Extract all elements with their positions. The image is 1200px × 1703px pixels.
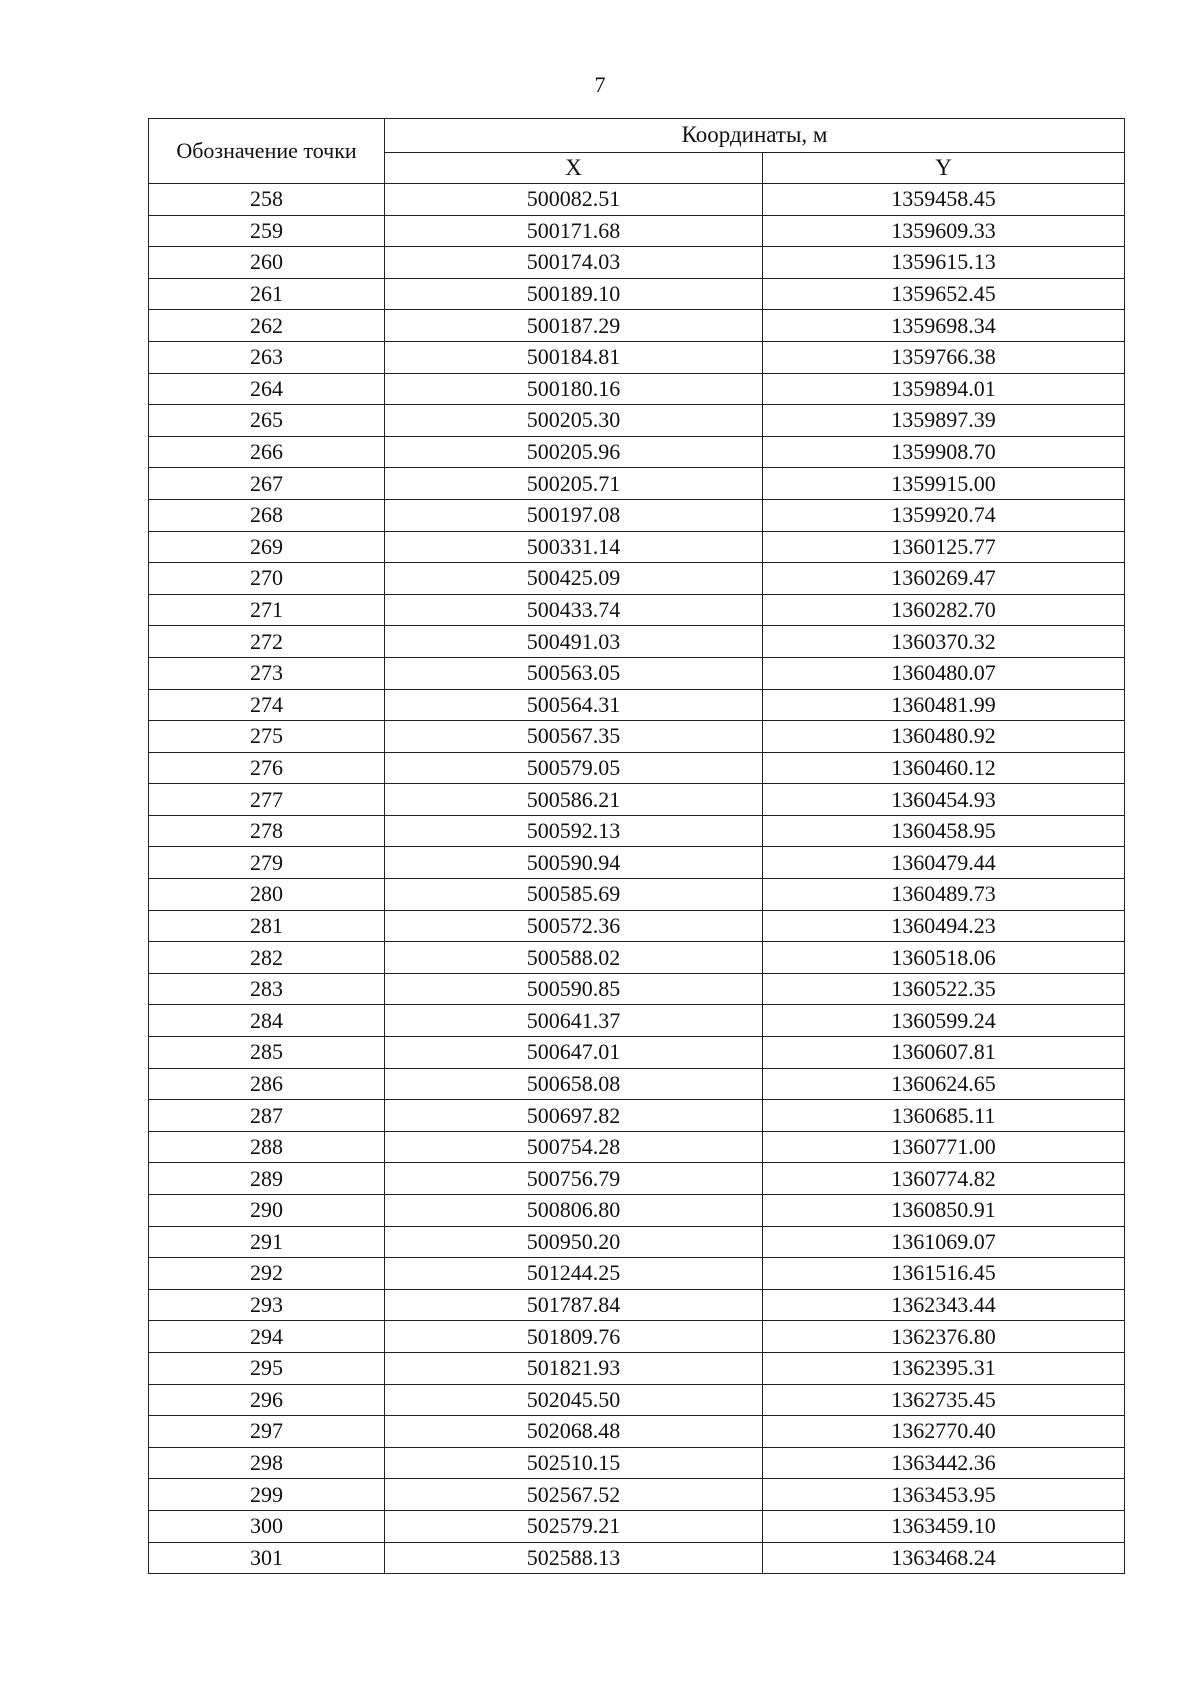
table-row bbox=[149, 468, 1125, 500]
x-coordinate-cell: 500187.29 bbox=[385, 310, 763, 342]
y-coordinate-cell: 1360282.70 bbox=[763, 594, 1125, 626]
table-row bbox=[149, 1447, 1125, 1479]
x-coordinate-cell: 502068.48 bbox=[385, 1416, 763, 1448]
table-row bbox=[149, 1384, 1125, 1416]
point-id-cell: 281 bbox=[149, 910, 385, 942]
table-row bbox=[149, 879, 1125, 911]
y-coordinate-cell: 1362376.80 bbox=[763, 1321, 1125, 1353]
point-id-cell: 274 bbox=[149, 689, 385, 721]
point-id-cell: 272 bbox=[149, 626, 385, 658]
table-row bbox=[149, 752, 1125, 784]
x-coordinate-cell: 500658.08 bbox=[385, 1068, 763, 1100]
table-row bbox=[149, 1321, 1125, 1353]
point-id-cell: 299 bbox=[149, 1479, 385, 1511]
x-coordinate-cell: 500184.81 bbox=[385, 341, 763, 373]
table-row bbox=[149, 215, 1125, 247]
y-coordinate-cell: 1359920.74 bbox=[763, 499, 1125, 531]
coordinates-header: Координаты, м bbox=[385, 119, 1125, 153]
table-row bbox=[149, 1163, 1125, 1195]
x-coordinate-cell: 500590.94 bbox=[385, 847, 763, 879]
point-id-cell: 297 bbox=[149, 1416, 385, 1448]
y-coordinate-cell: 1360269.47 bbox=[763, 563, 1125, 595]
x-coordinate-cell: 500082.51 bbox=[385, 184, 763, 216]
point-id-cell: 259 bbox=[149, 215, 385, 247]
x-coordinate-cell: 500950.20 bbox=[385, 1226, 763, 1258]
x-coordinate-cell: 502510.15 bbox=[385, 1447, 763, 1479]
table-row bbox=[149, 563, 1125, 595]
y-coordinate-cell: 1359894.01 bbox=[763, 373, 1125, 405]
point-id-cell: 263 bbox=[149, 341, 385, 373]
x-coordinate-cell: 500579.05 bbox=[385, 752, 763, 784]
x-coordinate-cell: 500197.08 bbox=[385, 499, 763, 531]
y-coordinate-cell: 1360454.93 bbox=[763, 784, 1125, 816]
table-row bbox=[149, 247, 1125, 279]
table-row bbox=[149, 1068, 1125, 1100]
y-coordinate-cell: 1360599.24 bbox=[763, 1005, 1125, 1037]
x-coordinate-cell: 500433.74 bbox=[385, 594, 763, 626]
y-coordinate-cell: 1362735.45 bbox=[763, 1384, 1125, 1416]
point-id-cell: 258 bbox=[149, 184, 385, 216]
coordinates-table bbox=[148, 118, 1125, 1574]
y-coordinate-cell: 1360489.73 bbox=[763, 879, 1125, 911]
table-row bbox=[149, 1479, 1125, 1511]
y-coordinate-cell: 1360518.06 bbox=[763, 942, 1125, 974]
x-coordinate-cell: 500697.82 bbox=[385, 1100, 763, 1132]
table-row bbox=[149, 184, 1125, 216]
point-id-cell: 269 bbox=[149, 531, 385, 563]
point-id-cell: 264 bbox=[149, 373, 385, 405]
y-coordinate-cell: 1363459.10 bbox=[763, 1510, 1125, 1542]
table-body bbox=[149, 184, 1125, 1574]
point-id-cell: 294 bbox=[149, 1321, 385, 1353]
table-row bbox=[149, 594, 1125, 626]
x-coordinate-cell: 500425.09 bbox=[385, 563, 763, 595]
y-coordinate-cell: 1360850.91 bbox=[763, 1195, 1125, 1227]
point-id-cell: 301 bbox=[149, 1542, 385, 1574]
x-coordinate-cell: 500585.69 bbox=[385, 879, 763, 911]
x-coordinate-cell: 500205.30 bbox=[385, 405, 763, 437]
point-id-cell: 266 bbox=[149, 436, 385, 468]
y-coordinate-cell: 1360460.12 bbox=[763, 752, 1125, 784]
table-row bbox=[149, 1542, 1125, 1574]
table-row bbox=[149, 689, 1125, 721]
point-id-cell: 293 bbox=[149, 1289, 385, 1321]
y-coordinate-cell: 1359458.45 bbox=[763, 184, 1125, 216]
point-id-cell: 284 bbox=[149, 1005, 385, 1037]
y-coordinate-cell: 1359897.39 bbox=[763, 405, 1125, 437]
point-id-cell: 261 bbox=[149, 278, 385, 310]
point-id-cell: 296 bbox=[149, 1384, 385, 1416]
x-coordinate-cell: 500592.13 bbox=[385, 815, 763, 847]
x-coordinate-cell: 500205.96 bbox=[385, 436, 763, 468]
x-coordinate-cell: 500590.85 bbox=[385, 973, 763, 1005]
x-coordinate-cell: 500647.01 bbox=[385, 1037, 763, 1069]
point-id-cell: 282 bbox=[149, 942, 385, 974]
table-row bbox=[149, 910, 1125, 942]
point-id-cell: 291 bbox=[149, 1226, 385, 1258]
x-coordinate-cell: 500572.36 bbox=[385, 910, 763, 942]
table-row bbox=[149, 1258, 1125, 1290]
y-coordinate-cell: 1359915.00 bbox=[763, 468, 1125, 500]
table-row bbox=[149, 1131, 1125, 1163]
x-coordinate-cell: 500563.05 bbox=[385, 657, 763, 689]
table-row bbox=[149, 973, 1125, 1005]
point-id-cell: 295 bbox=[149, 1352, 385, 1384]
x-coordinate-cell: 501787.84 bbox=[385, 1289, 763, 1321]
x-coordinate-cell: 500586.21 bbox=[385, 784, 763, 816]
x-coordinate-cell: 500754.28 bbox=[385, 1131, 763, 1163]
table-row bbox=[149, 1352, 1125, 1384]
point-id-cell: 289 bbox=[149, 1163, 385, 1195]
point-id-cell: 286 bbox=[149, 1068, 385, 1100]
x-coordinate-cell: 500588.02 bbox=[385, 942, 763, 974]
point-id-cell: 276 bbox=[149, 752, 385, 784]
y-coordinate-cell: 1361516.45 bbox=[763, 1258, 1125, 1290]
table-row bbox=[149, 499, 1125, 531]
y-coordinate-cell: 1359652.45 bbox=[763, 278, 1125, 310]
table-row bbox=[149, 721, 1125, 753]
point-id-cell: 275 bbox=[149, 721, 385, 753]
x-coordinate-cell: 500806.80 bbox=[385, 1195, 763, 1227]
y-coordinate-cell: 1359609.33 bbox=[763, 215, 1125, 247]
table-row bbox=[149, 341, 1125, 373]
y-coordinate-cell: 1359908.70 bbox=[763, 436, 1125, 468]
point-id-cell: 262 bbox=[149, 310, 385, 342]
x-coordinate-cell: 501809.76 bbox=[385, 1321, 763, 1353]
point-id-cell: 287 bbox=[149, 1100, 385, 1132]
table-row bbox=[149, 373, 1125, 405]
table-row bbox=[149, 1289, 1125, 1321]
table-header-row bbox=[149, 119, 1125, 153]
x-column-header: X bbox=[385, 152, 763, 183]
table-row bbox=[149, 815, 1125, 847]
y-coordinate-cell: 1360607.81 bbox=[763, 1037, 1125, 1069]
y-coordinate-cell: 1362343.44 bbox=[763, 1289, 1125, 1321]
y-coordinate-cell: 1360774.82 bbox=[763, 1163, 1125, 1195]
point-id-cell: 300 bbox=[149, 1510, 385, 1542]
point-id-cell: 260 bbox=[149, 247, 385, 279]
table-row bbox=[149, 626, 1125, 658]
point-id-cell: 298 bbox=[149, 1447, 385, 1479]
x-coordinate-cell: 500174.03 bbox=[385, 247, 763, 279]
y-coordinate-cell: 1359698.34 bbox=[763, 310, 1125, 342]
y-coordinate-cell: 1360624.65 bbox=[763, 1068, 1125, 1100]
y-coordinate-cell: 1360771.00 bbox=[763, 1131, 1125, 1163]
y-coordinate-cell: 1360480.07 bbox=[763, 657, 1125, 689]
y-coordinate-cell: 1359615.13 bbox=[763, 247, 1125, 279]
point-id-cell: 265 bbox=[149, 405, 385, 437]
point-id-cell: 290 bbox=[149, 1195, 385, 1227]
x-coordinate-cell: 502045.50 bbox=[385, 1384, 763, 1416]
x-coordinate-cell: 500641.37 bbox=[385, 1005, 763, 1037]
x-coordinate-cell: 500491.03 bbox=[385, 626, 763, 658]
y-coordinate-cell: 1360480.92 bbox=[763, 721, 1125, 753]
y-coordinate-cell: 1360522.35 bbox=[763, 973, 1125, 1005]
point-id-cell: 279 bbox=[149, 847, 385, 879]
y-coordinate-cell: 1363442.36 bbox=[763, 1447, 1125, 1479]
x-coordinate-cell: 502588.13 bbox=[385, 1542, 763, 1574]
table-row bbox=[149, 1416, 1125, 1448]
x-coordinate-cell: 500331.14 bbox=[385, 531, 763, 563]
point-id-cell: 292 bbox=[149, 1258, 385, 1290]
point-id-cell: 283 bbox=[149, 973, 385, 1005]
y-coordinate-cell: 1360494.23 bbox=[763, 910, 1125, 942]
table-row bbox=[149, 531, 1125, 563]
y-coordinate-cell: 1363468.24 bbox=[763, 1542, 1125, 1574]
point-id-cell: 277 bbox=[149, 784, 385, 816]
table-row bbox=[149, 1005, 1125, 1037]
y-coordinate-cell: 1361069.07 bbox=[763, 1226, 1125, 1258]
table-row bbox=[149, 847, 1125, 879]
table-row bbox=[149, 1226, 1125, 1258]
y-coordinate-cell: 1360479.44 bbox=[763, 847, 1125, 879]
y-coordinate-cell: 1360481.99 bbox=[763, 689, 1125, 721]
point-id-cell: 285 bbox=[149, 1037, 385, 1069]
point-id-cell: 278 bbox=[149, 815, 385, 847]
x-coordinate-cell: 500189.10 bbox=[385, 278, 763, 310]
point-id-cell: 270 bbox=[149, 563, 385, 595]
x-coordinate-cell: 502579.21 bbox=[385, 1510, 763, 1542]
x-coordinate-cell: 500756.79 bbox=[385, 1163, 763, 1195]
y-coordinate-cell: 1360125.77 bbox=[763, 531, 1125, 563]
table-row bbox=[149, 436, 1125, 468]
table-row bbox=[149, 942, 1125, 974]
table-row bbox=[149, 1100, 1125, 1132]
x-coordinate-cell: 500567.35 bbox=[385, 721, 763, 753]
table-header bbox=[149, 119, 1125, 184]
point-id-cell: 273 bbox=[149, 657, 385, 689]
x-coordinate-cell: 500180.16 bbox=[385, 373, 763, 405]
point-id-cell: 267 bbox=[149, 468, 385, 500]
y-column-header: Y bbox=[763, 152, 1125, 183]
table-row bbox=[149, 278, 1125, 310]
x-coordinate-cell: 500205.71 bbox=[385, 468, 763, 500]
table-row bbox=[149, 657, 1125, 689]
x-coordinate-cell: 501821.93 bbox=[385, 1352, 763, 1384]
y-coordinate-cell: 1363453.95 bbox=[763, 1479, 1125, 1511]
table-row bbox=[149, 405, 1125, 437]
point-id-cell: 268 bbox=[149, 499, 385, 531]
x-coordinate-cell: 501244.25 bbox=[385, 1258, 763, 1290]
y-coordinate-cell: 1362770.40 bbox=[763, 1416, 1125, 1448]
point-designation-header: Обозначение точки bbox=[149, 119, 385, 184]
point-id-cell: 271 bbox=[149, 594, 385, 626]
table-row bbox=[149, 1195, 1125, 1227]
y-coordinate-cell: 1362395.31 bbox=[763, 1352, 1125, 1384]
table-row bbox=[149, 784, 1125, 816]
x-coordinate-cell: 502567.52 bbox=[385, 1479, 763, 1511]
page-number: 7 bbox=[594, 72, 606, 97]
y-coordinate-cell: 1359766.38 bbox=[763, 341, 1125, 373]
x-coordinate-cell: 500564.31 bbox=[385, 689, 763, 721]
table-row bbox=[149, 1037, 1125, 1069]
y-coordinate-cell: 1360685.11 bbox=[763, 1100, 1125, 1132]
x-coordinate-cell: 500171.68 bbox=[385, 215, 763, 247]
point-id-cell: 280 bbox=[149, 879, 385, 911]
y-coordinate-cell: 1360370.32 bbox=[763, 626, 1125, 658]
table-row bbox=[149, 1510, 1125, 1542]
y-coordinate-cell: 1360458.95 bbox=[763, 815, 1125, 847]
point-id-cell: 288 bbox=[149, 1131, 385, 1163]
table-row bbox=[149, 310, 1125, 342]
